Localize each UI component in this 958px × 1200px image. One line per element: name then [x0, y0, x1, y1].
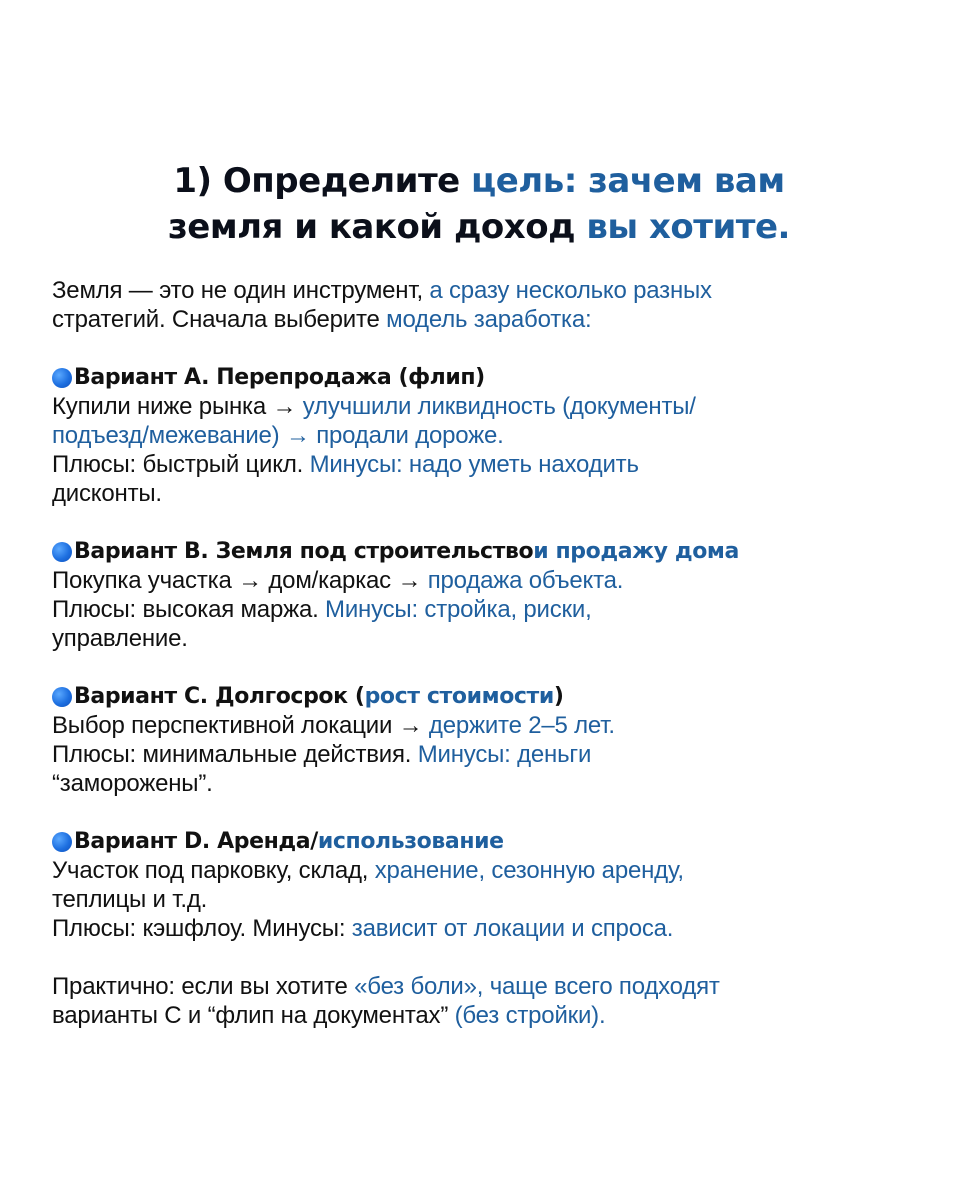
- variant-heading-text: ): [553, 684, 564, 709]
- spacer: [52, 943, 932, 972]
- intro-highlight: модель заработка:: [386, 306, 592, 333]
- variant-heading-highlight: рост стоимости: [364, 684, 554, 709]
- variant-heading-highlight: и продажу дома: [533, 539, 739, 564]
- variant-highlight: Минусы: надо уметь находить: [309, 451, 639, 478]
- spacer: [52, 798, 932, 827]
- title-line-2: [0, 204, 958, 250]
- variant-text: Участок под парковку, склад,: [52, 857, 375, 884]
- blue-circle-icon: [52, 368, 72, 388]
- variant-b-heading: [52, 537, 932, 566]
- conclusion-text: варианты C и “флип на документах”: [52, 1002, 455, 1029]
- variant-b-line: управление.: [52, 625, 188, 652]
- conclusion-text: Практично: если вы хотите: [52, 973, 355, 1000]
- content: [52, 276, 932, 1030]
- title-highlight: вы хотите.: [586, 207, 790, 247]
- variant-heading-text: Вариант B. Земля под строительство: [74, 539, 534, 564]
- variant-highlight: зависит от локации и спроса.: [351, 915, 674, 942]
- variant-text: Покупка участка → дом/каркас →: [52, 567, 428, 594]
- variant-c-line: “заморожены”.: [52, 770, 213, 797]
- variant-a-line: дисконты.: [52, 480, 162, 507]
- variant-text: Плюсы: кэшфлоу. Минусы:: [52, 915, 352, 942]
- variant-text: Плюсы: высокая маржа.: [52, 596, 326, 623]
- title-text: 1) Определите: [173, 161, 472, 201]
- spacer: [52, 334, 932, 363]
- variant-text: Купили ниже рынка →: [52, 393, 303, 420]
- blue-circle-icon: [52, 687, 72, 707]
- variant-d-heading: [52, 827, 932, 856]
- title-line-1: [0, 158, 958, 204]
- variant-highlight: хранение, сезонную аренду,: [374, 857, 684, 884]
- variant-a-line: [52, 450, 932, 479]
- variant-heading-text: Вариант C. Долгосрок (: [74, 684, 365, 709]
- variant-b-line: [52, 566, 932, 595]
- conclusion-highlight: (без стройки).: [454, 1002, 606, 1029]
- variant-highlight: Минусы: стройка, риски,: [325, 596, 592, 623]
- conclusion-line-2: [52, 1001, 932, 1030]
- variant-heading-text: Вариант D. Аренда/: [74, 829, 318, 854]
- conclusion-highlight: «без боли», чаще всего подходят: [354, 973, 720, 1000]
- variant-d-line: теплицы и т.д.: [52, 886, 208, 913]
- variant-text: Плюсы: минимальные действия.: [52, 741, 418, 768]
- conclusion-line-1: [52, 972, 932, 1001]
- variant-text: Выбор перспективной локации →: [52, 712, 429, 739]
- variant-highlight: Минусы: деньги: [417, 741, 592, 768]
- intro-line-2: [52, 305, 932, 334]
- variant-c-heading: [52, 682, 932, 711]
- variant-c-line: [52, 740, 932, 769]
- intro-highlight: а сразу несколько разных: [429, 277, 712, 304]
- spacer: [52, 653, 932, 682]
- page-title: [0, 158, 958, 250]
- variant-a-heading: [52, 363, 932, 392]
- variant-heading-highlight: использование: [317, 829, 504, 854]
- title-text: земля и какой доход: [168, 207, 587, 247]
- variant-heading-text: Вариант A. Перепродажа (флип): [74, 365, 485, 390]
- title-highlight: цель: зачем вам: [471, 161, 785, 201]
- variant-d-line: [52, 914, 932, 943]
- variant-a-line: [52, 392, 932, 421]
- variant-highlight: продажа объекта.: [427, 567, 624, 594]
- intro-line-1: [52, 276, 932, 305]
- variant-b-line: [52, 595, 932, 624]
- blue-circle-icon: [52, 832, 72, 852]
- intro-text: стратегий. Сначала выберите: [52, 306, 387, 333]
- variant-a-line: подъезд/межевание) → продали дороже.: [52, 422, 504, 449]
- variant-highlight: держите 2–5 лет.: [428, 712, 615, 739]
- variant-d-line: [52, 856, 932, 885]
- variant-text: Плюсы: быстрый цикл.: [52, 451, 310, 478]
- spacer: [52, 508, 932, 537]
- intro-text: Земля — это не один инструмент,: [52, 277, 430, 304]
- variant-highlight: улучшили ликвидность (документы/: [302, 393, 696, 420]
- variant-c-line: [52, 711, 932, 740]
- blue-circle-icon: [52, 542, 72, 562]
